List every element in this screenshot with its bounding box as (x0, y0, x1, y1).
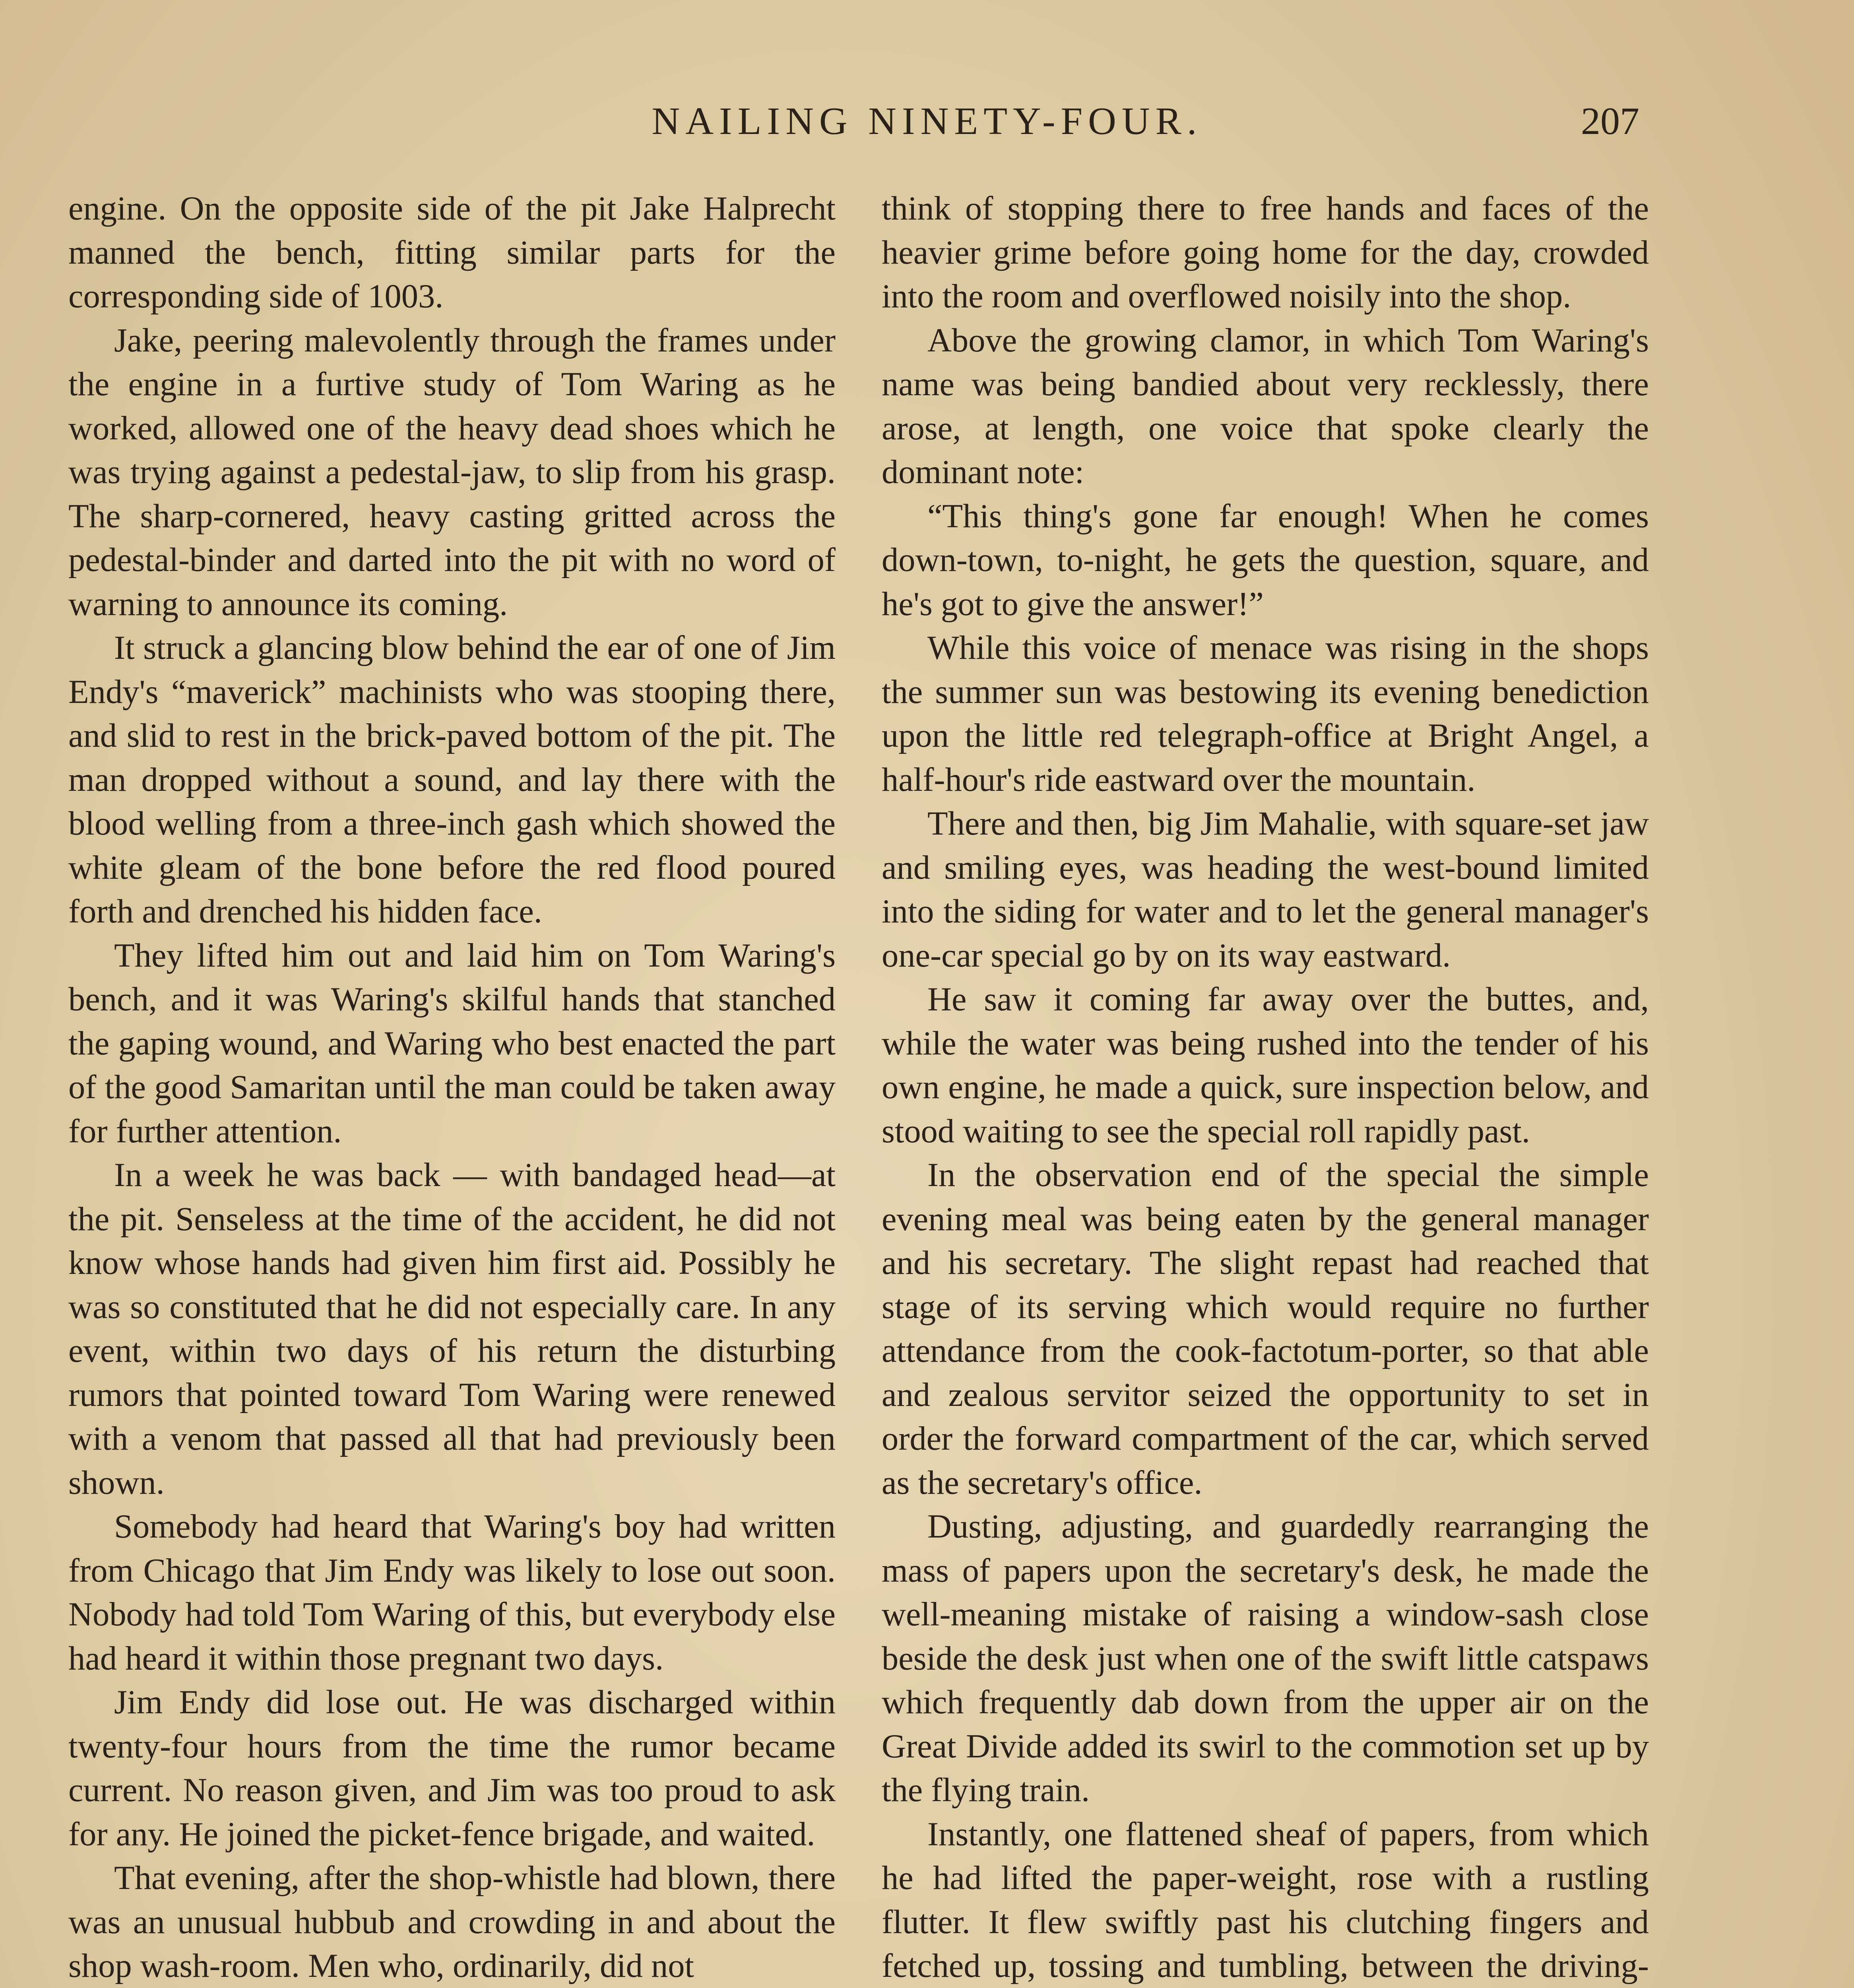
paragraph: They lifted him out and laid him on Tom Waring's bench, and it was Waring's skilful hands that stanched the gaping wound, and Waring who best enacted the part of the good Samaritan until the man could be taken away for further attention. (68, 937, 836, 1150)
paragraph: While this voice of menace was rising in the shops the summer sun was bestowing its evening benediction upon the little red telegraph-office at Bright Angel, a half-hour's ride eastward over the mountain. (882, 629, 1649, 798)
paragraph: think of stopping there to free hands and faces of the heavier grime before going home for the day, crowded into the room and overflowed noisily into the shop. (882, 190, 1649, 315)
paragraph: In a week he was back — with bandaged head—at the pit. Senseless at the time of the accident, he did not know whose hands had given him first aid. Possibly he was so constituted that he did not especially care. In any event, within two days of his return the disturbing rumors that pointed toward Tom Waring were renewed with a venom that passed all that had previously been shown. (68, 1157, 836, 1501)
running-title: NAILING NINETY-FOUR. (652, 100, 1202, 143)
paragraph: Above the growing clamor, in which Tom Waring's name was being bandied about very recklessly, there arose, at length, one voice that spoke clearly the dominant note: (882, 322, 1649, 491)
paragraph: Dusting, adjusting, and guardedly rearranging the mass of papers upon the secretary's desk, he made the well-meaning mistake of raising a window-sash close beside the desk just when one of the swift little catspaws which frequently dab down from the upper air on the Great Divide added its swirl to the commotion set up by the flying train. (882, 1508, 1649, 1809)
paragraph: In the observation end of the special the simple evening meal was being eaten by the general manager and his secretary. The slight repast had reached that stage of its serving which would require no further attendance from the cook-factotum-porter, so that able and zealous servitor seized the opportunity to set in order the forward compartment of the car, which served as the secretary's office. (882, 1157, 1649, 1501)
paragraph: He saw it coming far away over the buttes, and, while the water was being rushed into the tender of his own engine, he made a quick, sure inspection below, and stood waiting to see the special roll rapidly past. (882, 981, 1649, 1150)
paragraph: That evening, after the shop-whistle had blown, there was an unusual hubbub and crowding in and about the shop wash-room. Men who, ordinarily, did not (68, 1860, 836, 1984)
page-number: 207 (1581, 100, 1639, 143)
running-head (0, 97, 1854, 145)
paragraph: “This thing's gone far enough! When he comes down-town, to-night, he gets the question, square, and he's got to give the answer!” (882, 497, 1649, 623)
right-column (882, 187, 1649, 1988)
paragraph: There and then, big Jim Mahalie, with square-set jaw and smiling eyes, was heading the west-bound limited into the siding for water and to let the general manager's one-car special go by on its way eastward. (882, 805, 1649, 974)
paragraph: Jake, peering malevolently through the frames under the engine in a furtive study of Tom Waring as he worked, allowed one of the heavy dead shoes which he was trying against a pedestal-jaw, to slip from his grasp. The sharp-cornered, heavy casting gritted across the pedestal-binder and darted into the pit with no word of warning to announce its coming. (68, 322, 836, 623)
left-column (68, 187, 836, 1988)
paragraph: Somebody had heard that Waring's boy had written from Chicago that Jim Endy was likely to lose out soon. Nobody had told Tom Waring of this, but everybody else had heard it within those pregnant two days. (68, 1508, 836, 1677)
paragraph: Instantly, one flattened sheaf of papers, from which he had lifted the paper-weight, rose with a rustling flutter. It flew swiftly past his clutching fingers and fetched up, tossing and tumbling, between the driving- (882, 1815, 1649, 1984)
paragraph: Jim Endy did lose out. He was discharged within twenty-four hours from the time the rumor became current. No reason given, and Jim was too proud to ask for any. He joined the picket-fence brigade, and waited. (68, 1684, 836, 1853)
paragraph: engine. On the opposite side of the pit Jake Halprecht manned the bench, fitting similar parts for the corresponding side of 1003. (68, 190, 836, 315)
paragraph: It struck a glancing blow behind the ear of one of Jim Endy's “maverick” machinists who was stooping there, and slid to rest in the brick-paved bottom of the pit. The man dropped without a sound, and lay there with the blood welling from a three-inch gash which showed the white gleam of the bone before the red flood poured forth and drenched his hidden face. (68, 629, 836, 930)
